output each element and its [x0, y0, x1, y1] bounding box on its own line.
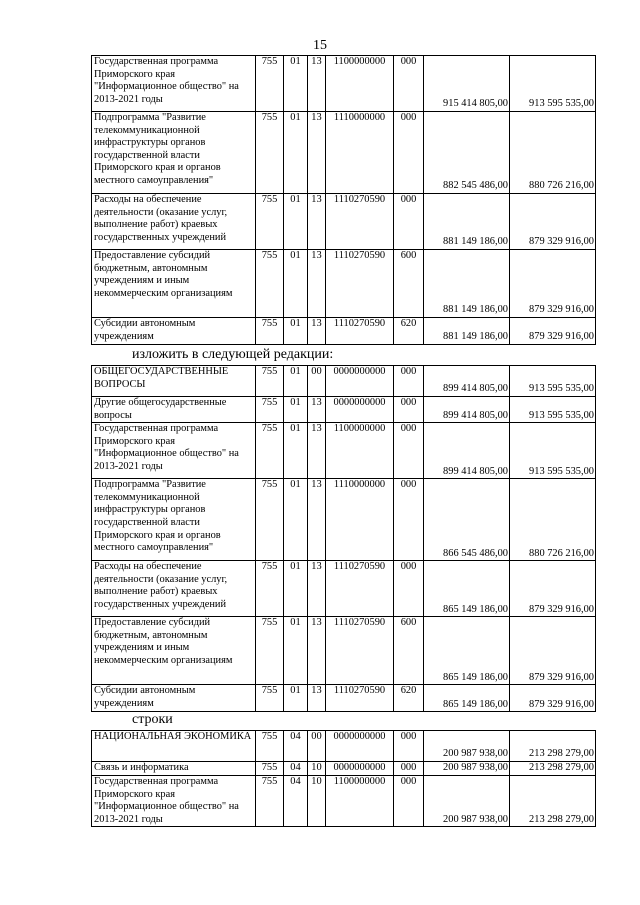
cell-admin-code: 755: [256, 776, 284, 827]
table-row: [92, 762, 596, 776]
cell-expense-type: 000: [394, 397, 424, 423]
cell-expense-type: 000: [394, 423, 424, 479]
table-row: [92, 56, 596, 112]
cell-admin-code: 755: [256, 685, 284, 712]
cell-amount-year-1: 865 149 186,00: [424, 617, 510, 685]
cell-expense-type: 000: [394, 561, 424, 617]
cell-name: Государственная программа Приморского края "Информационное общество" на 2013-2021 годы: [92, 56, 256, 112]
cell-amount-year-1: 915 414 805,00: [424, 56, 510, 112]
cell-amount-year-2: 880 726 216,00: [510, 112, 596, 194]
cell-section: 01: [284, 479, 308, 561]
cell-amount-year-2: 213 298 279,00: [510, 776, 596, 827]
cell-target-article: 1110270590: [326, 561, 394, 617]
cell-expense-type: 620: [394, 685, 424, 712]
cell-admin-code: 755: [256, 250, 284, 318]
cell-name: Государственная программа Приморского края "Информационное общество" на 2013-2021 годы: [92, 776, 256, 827]
cell-admin-code: 755: [256, 561, 284, 617]
table-row: [92, 397, 596, 423]
cell-target-article: 1100000000: [326, 423, 394, 479]
cell-expense-type: 600: [394, 250, 424, 318]
cell-subsection: 00: [308, 731, 326, 762]
cell-target-article: 0000000000: [326, 397, 394, 423]
cell-amount-year-2: 913 595 535,00: [510, 366, 596, 397]
cell-amount-year-2: 213 298 279,00: [510, 731, 596, 762]
cell-admin-code: 755: [256, 397, 284, 423]
cell-subsection: 13: [308, 617, 326, 685]
cell-subsection: 10: [308, 776, 326, 827]
cell-subsection: 13: [308, 112, 326, 194]
cell-target-article: 0000000000: [326, 731, 394, 762]
cell-section: 01: [284, 617, 308, 685]
cell-expense-type: 000: [394, 479, 424, 561]
cell-section: 01: [284, 318, 308, 345]
cell-name: Подпрограмма "Развитие телекоммуникационной инфраструктуры органов государственной власти Приморского края и органов местного самоуправления": [92, 479, 256, 561]
table-row: [92, 776, 596, 827]
cell-target-article: 1110270590: [326, 194, 394, 250]
cell-target-article: 1110000000: [326, 112, 394, 194]
cell-amount-year-1: 899 414 805,00: [424, 397, 510, 423]
cell-amount-year-2: 879 329 916,00: [510, 685, 596, 712]
cell-section: 01: [284, 250, 308, 318]
cell-amount-year-1: 865 149 186,00: [424, 561, 510, 617]
cell-admin-code: 755: [256, 762, 284, 776]
cell-amount-year-2: 213 298 279,00: [510, 762, 596, 776]
cell-admin-code: 755: [256, 194, 284, 250]
cell-expense-type: 000: [394, 366, 424, 397]
cell-name: Расходы на обеспечение деятельности (оказание услуг, выполнение работ) краевых государственных учреждений: [92, 194, 256, 250]
table-row: [92, 318, 596, 345]
cell-amount-year-2: 879 329 916,00: [510, 318, 596, 345]
cell-amount-year-2: 879 329 916,00: [510, 561, 596, 617]
cell-section: 01: [284, 397, 308, 423]
cell-admin-code: 755: [256, 423, 284, 479]
cell-target-article: 1110270590: [326, 685, 394, 712]
cell-target-article: 0000000000: [326, 762, 394, 776]
cell-amount-year-2: 880 726 216,00: [510, 479, 596, 561]
cell-name: НАЦИОНАЛЬНАЯ ЭКОНОМИКА: [92, 731, 256, 762]
cell-expense-type: 000: [394, 112, 424, 194]
table-row: [92, 617, 596, 685]
cell-amount-year-2: 913 595 535,00: [510, 56, 596, 112]
cell-expense-type: 000: [394, 56, 424, 112]
cell-amount-year-2: 913 595 535,00: [510, 423, 596, 479]
table-row: [92, 112, 596, 194]
cell-amount-year-1: 200 987 938,00: [424, 776, 510, 827]
table-row: [92, 561, 596, 617]
budget-table-old-edition: [91, 55, 596, 345]
cell-name: Субсидии автономным учреждениям: [92, 685, 256, 712]
cell-amount-year-1: 866 545 486,00: [424, 479, 510, 561]
cell-admin-code: 755: [256, 366, 284, 397]
cell-subsection: 13: [308, 423, 326, 479]
cell-admin-code: 755: [256, 617, 284, 685]
cell-amount-year-1: 865 149 186,00: [424, 685, 510, 712]
cell-admin-code: 755: [256, 112, 284, 194]
budget-table-economy: [91, 730, 596, 827]
budget-table-new-edition: [91, 365, 596, 712]
table-row: [92, 423, 596, 479]
cell-subsection: 13: [308, 397, 326, 423]
cell-section: 01: [284, 685, 308, 712]
cell-amount-year-2: 879 329 916,00: [510, 194, 596, 250]
cell-target-article: 1110270590: [326, 617, 394, 685]
cell-subsection: 00: [308, 366, 326, 397]
cell-subsection: 13: [308, 194, 326, 250]
table-row: [92, 479, 596, 561]
cell-amount-year-1: 200 987 938,00: [424, 731, 510, 762]
cell-name: Связь и информатика: [92, 762, 256, 776]
cell-section: 01: [284, 56, 308, 112]
cell-subsection: 10: [308, 762, 326, 776]
cell-expense-type: 620: [394, 318, 424, 345]
cell-amount-year-1: 881 149 186,00: [424, 318, 510, 345]
table-row: [92, 685, 596, 712]
table-row: [92, 366, 596, 397]
cell-target-article: 1100000000: [326, 776, 394, 827]
cell-name: Предоставление субсидий бюджетным, автономным учреждениям и иным некоммерческим организациям: [92, 617, 256, 685]
cell-amount-year-2: 913 595 535,00: [510, 397, 596, 423]
cell-name: Субсидии автономным учреждениям: [92, 318, 256, 345]
cell-target-article: 1110270590: [326, 250, 394, 318]
cell-amount-year-1: 899 414 805,00: [424, 366, 510, 397]
cell-expense-type: 000: [394, 762, 424, 776]
cell-section: 01: [284, 194, 308, 250]
cell-subsection: 13: [308, 56, 326, 112]
cell-name: Подпрограмма "Развитие телекоммуникационной инфраструктуры органов государственной власти Приморского края и органов местного самоуправления": [92, 112, 256, 194]
cell-section: 01: [284, 423, 308, 479]
cell-section: 04: [284, 762, 308, 776]
cell-name: Государственная программа Приморского края "Информационное общество" на 2013-2021 годы: [92, 423, 256, 479]
cell-target-article: 0000000000: [326, 366, 394, 397]
cell-section: 04: [284, 731, 308, 762]
cell-section: 01: [284, 561, 308, 617]
cell-admin-code: 755: [256, 56, 284, 112]
cell-subsection: 13: [308, 318, 326, 345]
cell-name: ОБЩЕГОСУДАРСТВЕННЫЕ ВОПРОСЫ: [92, 366, 256, 397]
cell-section: 01: [284, 366, 308, 397]
cell-admin-code: 755: [256, 318, 284, 345]
cell-expense-type: 600: [394, 617, 424, 685]
cell-amount-year-2: 879 329 916,00: [510, 617, 596, 685]
cell-section: 01: [284, 112, 308, 194]
table-row: [92, 250, 596, 318]
cell-target-article: 1110270590: [326, 318, 394, 345]
cell-amount-year-1: 200 987 938,00: [424, 762, 510, 776]
cell-expense-type: 000: [394, 194, 424, 250]
table-row: [92, 194, 596, 250]
cell-expense-type: 000: [394, 731, 424, 762]
cell-expense-type: 000: [394, 776, 424, 827]
cell-name: Предоставление субсидий бюджетным, автономным учреждениям и иным некоммерческим организациям: [92, 250, 256, 318]
cell-target-article: 1100000000: [326, 56, 394, 112]
cell-amount-year-1: 881 149 186,00: [424, 250, 510, 318]
cell-amount-year-2: 879 329 916,00: [510, 250, 596, 318]
table-row: [92, 731, 596, 762]
cell-admin-code: 755: [256, 479, 284, 561]
cell-amount-year-1: 899 414 805,00: [424, 423, 510, 479]
cell-subsection: 13: [308, 561, 326, 617]
page-number: 15: [313, 38, 327, 53]
cell-section: 04: [284, 776, 308, 827]
cell-amount-year-1: 882 545 486,00: [424, 112, 510, 194]
cell-subsection: 13: [308, 685, 326, 712]
cell-target-article: 1110000000: [326, 479, 394, 561]
cell-name: Другие общегосударственные вопросы: [92, 397, 256, 423]
cell-subsection: 13: [308, 250, 326, 318]
heading-rows: строки: [132, 712, 173, 727]
cell-amount-year-1: 881 149 186,00: [424, 194, 510, 250]
cell-admin-code: 755: [256, 731, 284, 762]
heading-new-edition: изложить в следующей редакции:: [132, 347, 334, 362]
cell-name: Расходы на обеспечение деятельности (оказание услуг, выполнение работ) краевых государственных учреждений: [92, 561, 256, 617]
cell-subsection: 13: [308, 479, 326, 561]
